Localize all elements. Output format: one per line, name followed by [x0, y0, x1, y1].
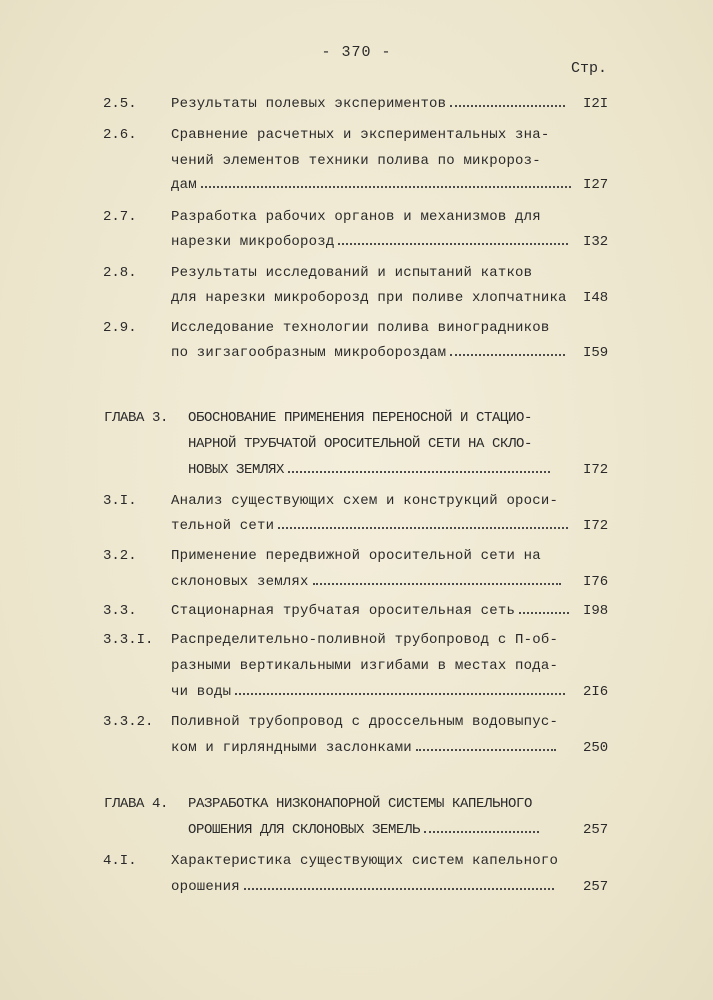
entry-title: орошения [171, 879, 554, 895]
chapter-title: ОБОСНОВАНИЕ ПРИМЕНЕНИЯ ПЕРЕНОСНОЙ И СТАЦИО- [188, 410, 533, 426]
entry-title: Результаты полевых экспериментов [171, 96, 565, 112]
entry-title: ком и гирляндными заслонками [171, 740, 556, 756]
entry-page: I2I [583, 96, 609, 112]
chapter-title: ОРОШЕНИЯ ДЛЯ СКЛОНОВЫХ ЗЕМЕЛЬ [188, 822, 539, 838]
entry-number: 2.5. [103, 96, 137, 112]
entry-title: дам [171, 177, 571, 193]
entry-page: I48 [583, 290, 609, 306]
entry-page: 257 [583, 822, 609, 838]
entry-title: чений элементов техники полива по микророз- [171, 153, 541, 169]
entry-title: Результаты исследований и испытаний катков [171, 265, 533, 281]
chapter-title: НОВЫХ ЗЕМЛЯХ [188, 462, 550, 478]
entry-page: 2I6 [583, 684, 609, 700]
entry-page: I72 [583, 518, 609, 534]
chapter-label: ГЛАВА 4. [104, 796, 169, 812]
chapter-label: ГЛАВА 3. [104, 410, 169, 426]
page-column-label: Стр. [571, 60, 608, 77]
entry-title: тельной сети [171, 518, 568, 534]
entry-title: Распределительно-поливной трубопровод с П-об- [171, 632, 559, 648]
entry-number: 3.3. [103, 603, 137, 619]
entry-number: 3.I. [103, 493, 137, 509]
entry-number: 3.2. [103, 548, 137, 564]
entry-title: нарезки микроборозд [171, 234, 568, 250]
chapter-title: РАЗРАБОТКА НИЗКОНАПОРНОЙ СИСТЕМЫ КАПЕЛЬНОГО [188, 796, 533, 812]
page-number: - 370 - [321, 44, 392, 61]
entry-number: 4.I. [103, 853, 137, 869]
chapter-title: НАРНОЙ ТРУБЧАТОЙ ОРОСИТЕЛЬНОЙ СЕТИ НА СКЛО- [188, 436, 533, 452]
entry-title: Поливной трубопровод с дроссельным водовыпус- [171, 714, 559, 730]
entry-page: 257 [583, 879, 609, 895]
entry-title: Анализ существующих схем и конструкций ороси- [171, 493, 559, 509]
entry-title: разными вертикальными изгибами в местах пода- [171, 658, 559, 674]
entry-page: 250 [583, 740, 609, 756]
entry-page: I32 [583, 234, 609, 250]
entry-number: 3.3.2. [103, 714, 154, 730]
entry-title: Характеристика существующих систем капельного [171, 853, 559, 869]
entry-title: Применение передвижной оросительной сети на [171, 548, 541, 564]
entry-title: Сравнение расчетных и экспериментальных зна- [171, 127, 550, 143]
entry-page: I72 [583, 462, 609, 478]
entry-title: по зигзагообразным микробороздам [171, 345, 565, 361]
entry-title: для нарезки микроборозд при поливе хлопчатника [171, 290, 567, 306]
entry-number: 2.8. [103, 265, 137, 281]
entry-page: I59 [583, 345, 609, 361]
entry-number: 2.6. [103, 127, 137, 143]
entry-number: 2.7. [103, 209, 137, 225]
entry-number: 3.3.I. [103, 632, 154, 648]
entry-title: Исследование технологии полива виноградников [171, 320, 550, 336]
entry-page: I27 [583, 177, 609, 193]
entry-title: склоновых землях [171, 574, 561, 590]
entry-page: I98 [583, 603, 609, 619]
entry-title: Стационарная трубчатая оросительная сеть [171, 603, 569, 619]
entry-number: 2.9. [103, 320, 137, 336]
entry-title: Разработка рабочих органов и механизмов для [171, 209, 541, 225]
entry-title: чи воды [171, 684, 565, 700]
entry-page: I76 [583, 574, 609, 590]
